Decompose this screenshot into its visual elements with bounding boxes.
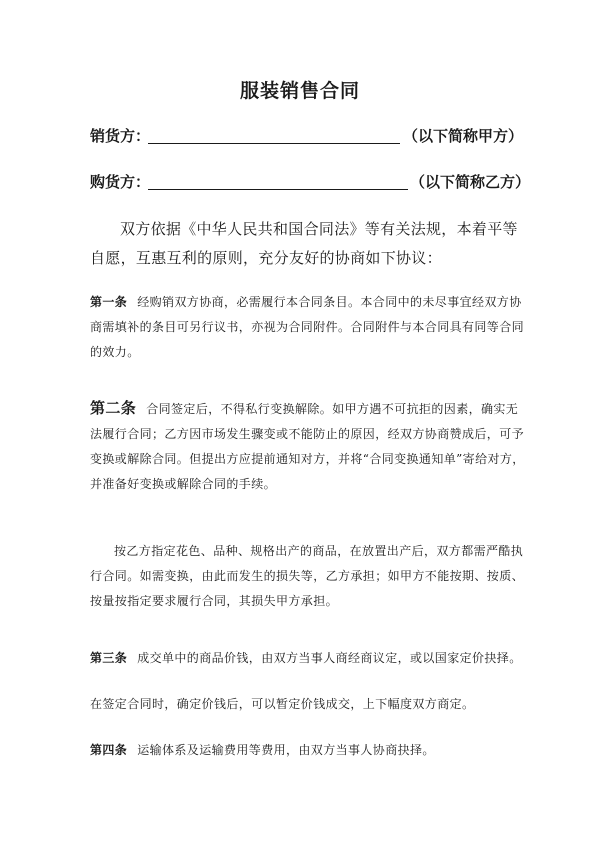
- clause-4-text: 运输体系及运输费用等费用，由双方当事人协商抉择。: [137, 743, 435, 757]
- buyer-field: [90, 171, 530, 195]
- clause-1-heading: 第一条: [90, 295, 128, 309]
- clause-3: [90, 646, 530, 671]
- seller-blank-line: [148, 143, 400, 144]
- clause-3-text: 成交单中的商品价钱，由双方当事人商经商议定，或以国家定价抉择。: [137, 651, 522, 665]
- clause-1: [90, 290, 530, 365]
- seller-label: 销货方：: [90, 127, 151, 145]
- clause-3-supplement: 在签定合同时，确定价钱后，可以暂定价钱成交，上下幅度双方商定。: [90, 697, 475, 711]
- clause-4-heading: 第四条: [90, 743, 128, 757]
- clause-2: [90, 396, 530, 497]
- seller-suffix: （以下简称甲方）: [403, 127, 524, 145]
- buyer-blank-line: [148, 189, 408, 190]
- clause-1-text: 经购销双方协商，必需履行本合同条目。本合同中的未尽事宜经双方协商需填补的条目可另行议书，亦视为合同附件。合同附件与本合同具有同等合同的效力。: [90, 295, 525, 359]
- buyer-suffix: （以下简称乙方）: [410, 173, 531, 191]
- document-title: 服装销售合同: [239, 80, 360, 102]
- clause-2-supplement: 按乙方指定花色、品种、规格出产的商品，在放置出产后，双方都需严酷执行合同。如需变换，由此而发生的损失等，乙方承担；如甲方不能按期、按质、按量按指定要求履行合同，其损失甲方承担。: [90, 544, 525, 608]
- intro-paragraph: 双方依据《中华人民共和国合同法》等有关法规，本着平等自愿，互惠互利的原则，充分友好的协商如下协议：: [90, 220, 518, 267]
- buyer-label: 购货方：: [90, 173, 151, 191]
- clause-3-heading: 第三条: [90, 651, 128, 665]
- clause-4: [90, 738, 530, 763]
- clause-2-heading: 第二条: [90, 399, 137, 417]
- seller-field: [90, 125, 530, 149]
- clause-2-text: 合同签定后，不得私行变换解除。如甲方遇不可抗拒的因素，确实无法履行合同；乙方因市场发生骤变或不能防止的原因，经双方协商赞成后，可予变换或解除合同。但提出方应提前通知对方，并将“合同变换通知单”寄给对方，并准备好变换或解除合同的手续。: [90, 402, 525, 491]
